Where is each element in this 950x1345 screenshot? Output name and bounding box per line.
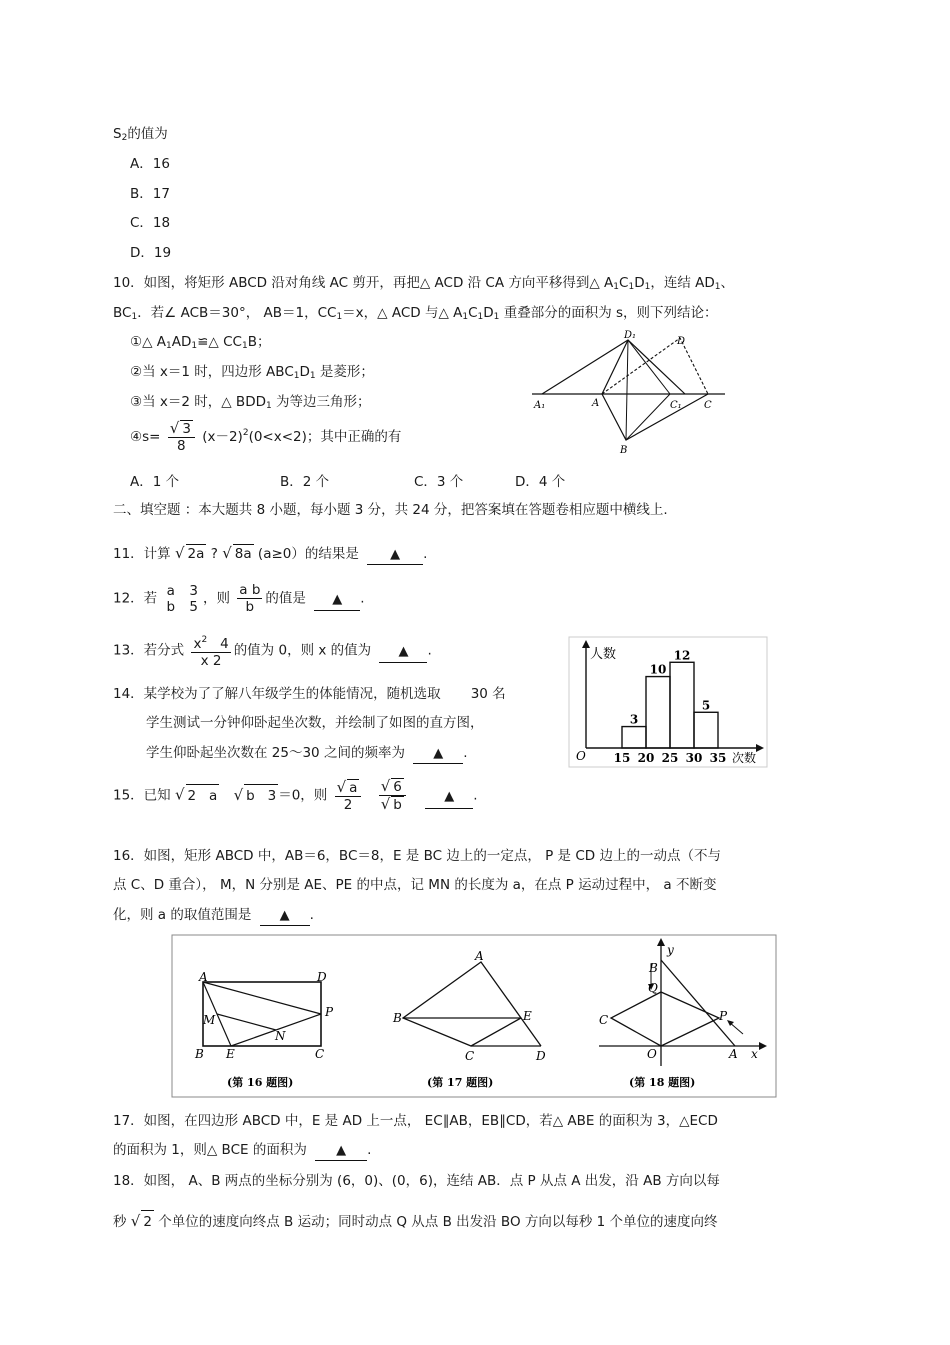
- svg-text:B: B: [195, 1047, 204, 1061]
- svg-text:N: N: [275, 1029, 286, 1043]
- origin-label: O: [576, 749, 586, 763]
- q14-histogram: [568, 636, 768, 768]
- q15-line: 15．已知 √ 2 a √ b 3 ＝0，则 $\frac{√ a}{2}$ $\frac{√ 6}{√ b}$ ▲ .: [113, 777, 478, 813]
- q9-option-a: A．16: [130, 156, 170, 172]
- answer-blank: ▲: [314, 589, 360, 611]
- q10-statement-2: ②当 x＝1 时，四边形 $ABC_1D_1$ 是菱形；: [130, 364, 374, 381]
- fraction: $\frac{√ 3}{8}$: [168, 420, 195, 454]
- q10-option-a: A．1 个: [130, 474, 180, 490]
- svg-text:A: A: [729, 1047, 738, 1061]
- answer-blank: ▲: [367, 545, 423, 565]
- q11-line: 11．计算 √ 2a ? √ 8a (a≥0）的结果是 ▲ .: [113, 544, 427, 565]
- fraction: $\frac{√ a}{2}$: [335, 779, 362, 813]
- q10-option-d: D．4 个: [515, 474, 566, 490]
- answer-blank: ▲: [379, 641, 427, 663]
- svg-text:P: P: [325, 1005, 334, 1019]
- fraction: $\frac{\text{a b}}{b}$: [239, 582, 261, 615]
- answer-blank: ▲: [315, 1141, 367, 1161]
- q9-tail-line: $S_2$的值为: [113, 126, 168, 143]
- x-tick-label: 15: [613, 751, 631, 765]
- q10-line1: 10．如图，将矩形 ABCD 沿对角线 AC 剪开，再把△ ACD 沿 CA 方向平移得到△ $A_1C_1D_1$，连结 $AD_1$、: [113, 275, 734, 292]
- svg-text:D: D: [317, 970, 327, 984]
- q18-line1: 18．如图， A、B 两点的坐标分别为 (6，0)、(0，6)，连结 AB．点 P 从点 A 出发，沿 AB 方向以每: [113, 1173, 720, 1189]
- svg-text:E: E: [523, 1009, 532, 1023]
- svg-text:C: C: [465, 1049, 475, 1063]
- histogram-bar: [622, 727, 646, 748]
- svg-text:y: y: [667, 943, 674, 957]
- caption-17: (第 17 题图): [427, 1076, 494, 1089]
- svg-text:B: B: [649, 961, 658, 975]
- q10-option-b: B．2 个: [280, 474, 330, 490]
- svg-text:B: B: [393, 1011, 402, 1025]
- fraction: $\frac{x^2 4}{x 2}$: [191, 632, 230, 669]
- svg-text:M: M: [203, 1013, 216, 1027]
- fraction: a b: [166, 582, 176, 615]
- figure-16: [194, 970, 334, 1089]
- svg-text:Q: Q: [648, 981, 658, 995]
- x-tick-label: 25: [661, 751, 679, 765]
- caption-16: (第 16 题图): [227, 1076, 294, 1089]
- x-tick-label: 30: [685, 751, 703, 765]
- histogram-bar: [646, 677, 670, 748]
- q16-line1: 16．如图，矩形 ABCD 中，AB＝6，BC＝8，E 是 BC 边上的一定点， P 是 CD 边上的一动点（不与: [113, 848, 721, 864]
- x-tick-label: 35: [709, 751, 727, 765]
- histogram-bar: [670, 662, 694, 748]
- q14-line1: 14．某学校为了了解八年级学生的体能情况，随机选取 30 名: [113, 686, 506, 702]
- q12-line: 12．若 a b 3 5 ，则 $\frac{\text{a b}}{b}$ 的值是 ▲ .: [113, 582, 365, 615]
- y-axis-arrow: [582, 640, 590, 648]
- figure-18: [599, 938, 767, 1089]
- svg-text:C: C: [599, 1013, 609, 1027]
- bar-value-label: 3: [629, 712, 639, 727]
- q13-line: 13．若分式 $\frac{x^2 4}{x 2}$ 的值为 0，则 x 的值为 ▲ .: [113, 632, 432, 669]
- section-2-heading: 二、填空题 ：本大题共 8 小题，每小题 3 分，共 24 分，把答案填在答题卷相应题中横线上.: [113, 502, 668, 518]
- x-axis-label: 次数: [732, 751, 757, 765]
- q14-line2: 学生测试一分钟仰卧起坐次数，并绘制了如图的直方图，: [146, 715, 484, 731]
- q17-line1: 17．如图，在四边形 ABCD 中，E 是 AD 上一点， EC∥AB，EB∥CD，若△ ABE 的面积为 3，△ECD: [113, 1113, 718, 1129]
- svg-text:A: A: [199, 970, 208, 984]
- label-a1: A₁: [534, 400, 546, 411]
- histogram-bar: [694, 712, 718, 748]
- svg-text:P: P: [719, 1009, 728, 1023]
- q9-option-b: B．17: [130, 186, 170, 202]
- caption-18: (第 18 题图): [629, 1076, 696, 1089]
- q10-line2: $BC_1$．若∠ ACB＝30°， AB＝1，$CC_1=x$，△ ACD 与△ $A_1C_1D_1$ 重叠部分的面积为 s，则下列结论：: [113, 305, 718, 322]
- label-c1: C₁: [670, 400, 682, 411]
- x-axis-arrow: [756, 744, 764, 752]
- q14-line3: 学生仰卧起坐次数在 25～30 之间的频率为 ▲ .: [146, 744, 468, 764]
- q10-figure: [520, 328, 730, 460]
- x-tick-label: 20: [637, 751, 655, 765]
- q16-line2: 点 C、D 重合）， M，N 分别是 AE、PE 的中点，记 MN 的长度为 a，在点 P 运动过程中， a 不断变: [113, 877, 717, 893]
- answer-blank: ▲: [260, 906, 310, 926]
- bar-value-label: 5: [701, 698, 711, 713]
- q10-option-c: C．3 个: [414, 474, 464, 490]
- answer-blank: ▲: [413, 744, 463, 764]
- q10-statement-1: ①△ $A_1AD_1≌\triangle$ $CC_1B$；: [130, 334, 271, 351]
- q17-line2: 的面积为 1，则△ BCE 的面积为 ▲ .: [113, 1141, 371, 1161]
- label-b: B: [620, 445, 628, 456]
- svg-text:E: E: [226, 1047, 235, 1061]
- label-d1: D₁: [624, 330, 637, 341]
- fraction: $\frac{√ 6}{√ b}$: [379, 778, 406, 813]
- svg-text:A: A: [475, 949, 484, 963]
- q10-statement-3: ③当 x＝2 时，△ $BDD_1$ 为等边三角形；: [130, 394, 371, 411]
- figures-16-18-panel: [171, 934, 777, 1098]
- y-axis-label: 人数: [590, 647, 617, 662]
- svg-text:x: x: [751, 1047, 758, 1061]
- svg-text:D: D: [536, 1049, 546, 1063]
- bar-value-label: 12: [673, 648, 691, 663]
- bar-value-label: 10: [649, 662, 667, 677]
- q10-statement-4: ④s= $\frac{√ 3}{8}$ $(x-2)^2(0<x<2)$；其中正确的有: [130, 419, 402, 454]
- svg-text:O: O: [647, 1047, 657, 1061]
- answer-blank: ▲: [425, 785, 473, 809]
- label-a: A: [592, 398, 600, 409]
- q9-option-d: D．19: [130, 245, 172, 261]
- label-d: D: [677, 336, 686, 347]
- svg-text:C: C: [315, 1047, 325, 1061]
- q18-line2: 秒 √ 2 个单位的速度向终点 B 运动；同时动点 Q 从点 B 出发沿 BO 方向以每秒 1 个单位的速度向终: [113, 1210, 718, 1233]
- q16-line3: 化，则 a 的取值范围是 ▲ .: [113, 906, 314, 926]
- figure-17: [392, 949, 546, 1089]
- q9-option-c: C．18: [130, 215, 171, 231]
- fraction: 3 5: [189, 582, 198, 615]
- label-c: C: [704, 400, 712, 411]
